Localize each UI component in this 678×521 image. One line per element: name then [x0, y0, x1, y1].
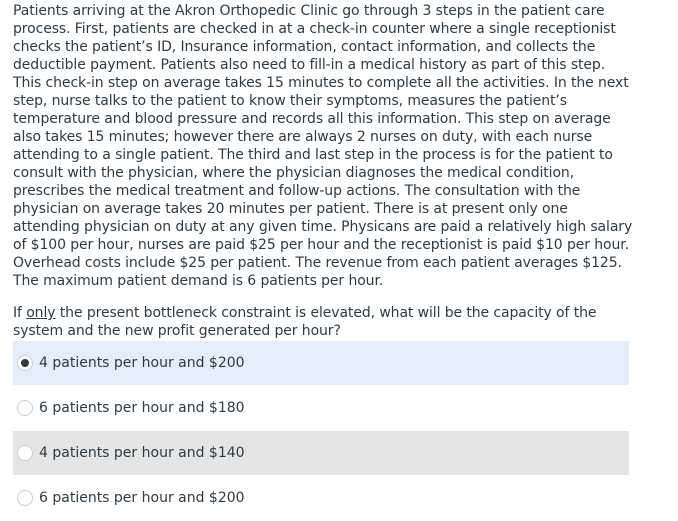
- answer-list: [13, 341, 629, 521]
- answer-label: 6 patients per hour and $180: [39, 400, 245, 416]
- answer-option-2[interactable]: [13, 386, 629, 430]
- question-passage: Patients arriving at the Akron Orthopedic Clinic go through 3 steps in the patient care process. First, patients are checked in at a check-in counter where a single receptionist checks the patient’s ID, Insurance information, contact information, and collects the deductible payment. Patients also need to fill-in a medical history as part of this step. This check-in step on average takes 15 minutes to complete all the activities. In the next step, nurse talks to the patient to know their symptoms, measures the patient’s temperature and blood pressure and records all this information. This step on average also takes 15 minutes; however there are always 2 nurses on duty, with each nurse attending to a single patient. The third and last step in the process is for the patient to consult with the physician, where the physician diagnoses the medical condition, prescribes the medical treatment and follow-up actions. The consultation with the physician on average takes 20 minutes per patient. There is at present only one attending physician on duty at any given time. Physicans are paid a relatively high salary of $100 per hour, nurses are paid $25 per hour and the receptionist is paid $10 per hour. Overhead costs include $25 per patient. The revenue from each patient averages $125. The maximum patient demand is 6 patients per hour.: [13, 3, 633, 289]
- question-prompt: [13, 304, 635, 340]
- answer-option-3[interactable]: [13, 431, 629, 475]
- radio-button[interactable]: [17, 445, 33, 461]
- answer-label: 4 patients per hour and $140: [39, 445, 245, 461]
- answer-label: 6 patients per hour and $200: [39, 490, 245, 506]
- radio-button-selected[interactable]: [17, 355, 33, 371]
- answer-option-4[interactable]: [13, 476, 629, 520]
- prompt-before: If: [13, 305, 27, 321]
- radio-button[interactable]: [17, 400, 33, 416]
- prompt-after: the present bottleneck constraint is elevated, what will be the capacity of the system and the new profit generated per hour?: [13, 305, 597, 339]
- radio-button[interactable]: [17, 490, 33, 506]
- question-text: [13, 2, 635, 340]
- prompt-emphasis: only: [26, 305, 56, 321]
- answer-label: 4 patients per hour and $200: [39, 355, 245, 371]
- answer-option-1[interactable]: [13, 341, 629, 385]
